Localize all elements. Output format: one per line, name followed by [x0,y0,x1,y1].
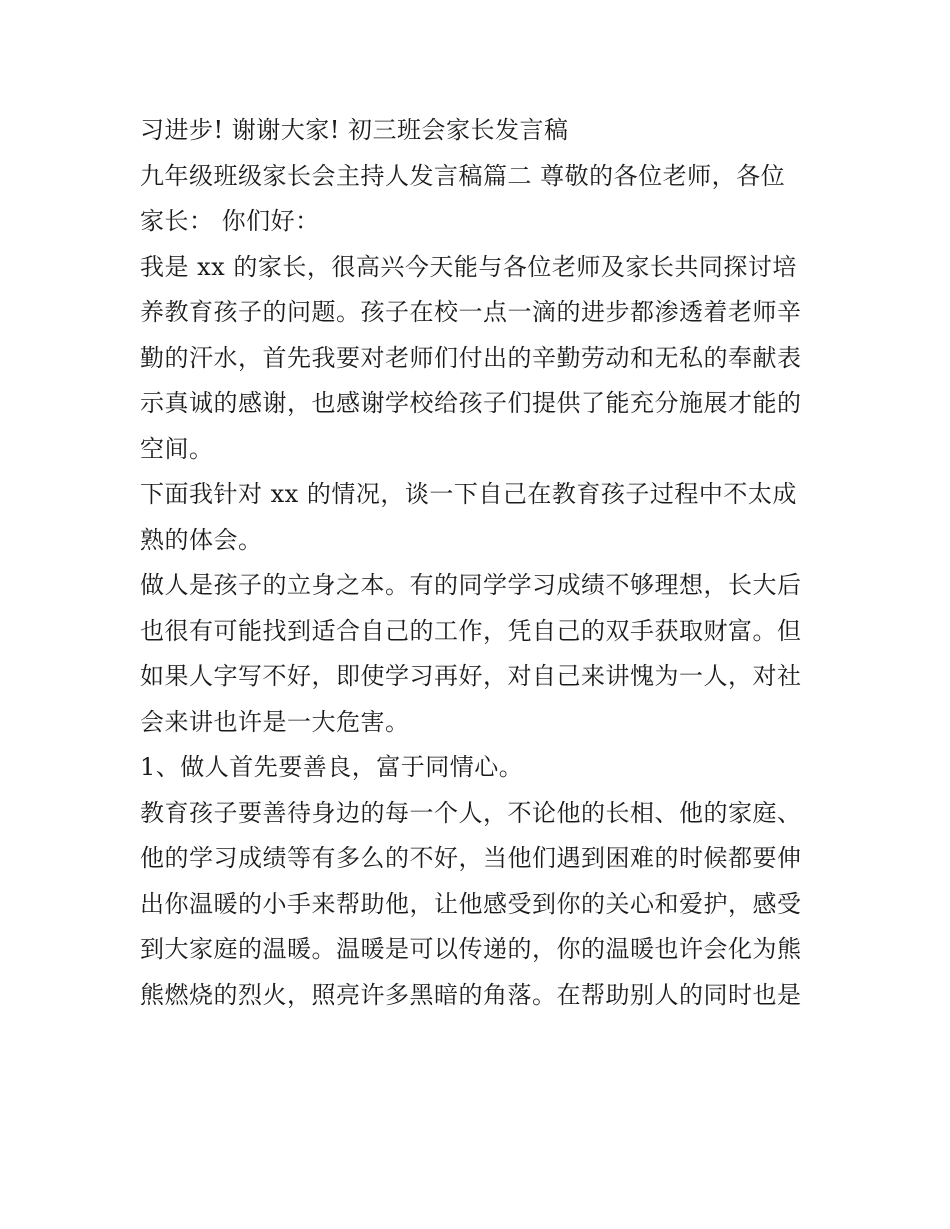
document-body [140,108,815,1018]
text-line: 如果人字写不好，即使学习再好，对自己来讲愧为一人，对社 [140,662,802,690]
text-line: 做人是孩子的立身之本。有的同学学习成绩不够理想，长大后 [140,571,802,599]
text-line: 家长： 你们好： [140,207,320,235]
text-line: 下面我针对 xx 的情况，谈一下自己在教育孩子过程中不太成 [140,480,797,508]
text-line: 空间。 [140,434,214,463]
text-line: 我是 xx 的家长，很高兴今天能与各位老师及家长共同探讨培 [140,252,797,281]
text-line: 出你温暖的小手来帮助他，让他感受到你的关心和爱护，感受 [140,889,802,918]
text-line: 他的学习成绩等有多么的不好，当他们遇到困难的时候都要伸 [140,844,802,872]
text-line: 1、做人首先要善良，富于同情心。 [140,753,524,781]
text-line: 勤的汗水，首先我要对老师们付出的辛勤劳动和无私的奉献表 [140,343,802,372]
text-line: 教育孩子要善待身边的每一个人，不论他的长相、他的家庭、 [140,798,802,827]
text-line: 习进步! 谢谢大家! 初三班会家长发言稿 [140,116,569,144]
text-line: 熟的体会。 [140,525,263,554]
text-line: 会来讲也许是一大危害。 [140,707,410,736]
text-line: 熊燃烧的烈火，照亮许多黑暗的角落。在帮助别人的同时也是 [140,980,802,1009]
text-line: 示真诚的感谢，也感谢学校给孩子们提供了能充分施展才能的 [140,389,802,417]
text-line: 到大家庭的温暖。温暖是可以传递的，你的温暖也许会化为熊 [140,935,802,963]
text-line: 也很有可能找到适合自己的工作，凭自己的双手获取财富。但 [140,616,802,645]
text-line: 九年级班级家长会主持人发言稿篇二 尊敬的各位老师，各位 [140,161,786,190]
text-line: 养教育孩子的问题。孩子在校一点一滴的进步都渗透着老师辛 [140,298,802,326]
